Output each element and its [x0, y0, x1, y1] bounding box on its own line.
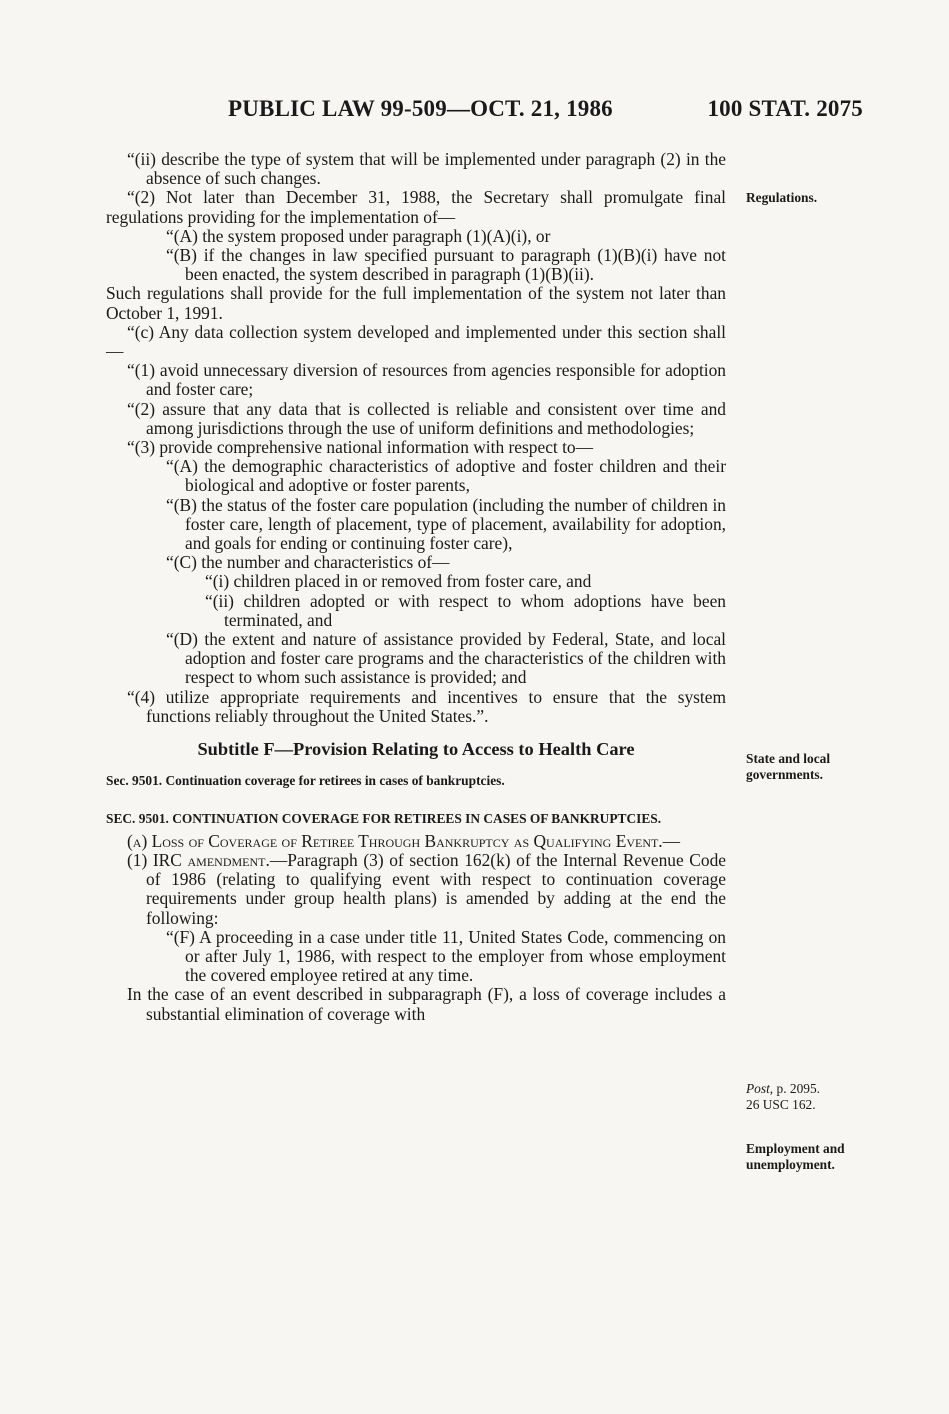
- closing-sentence: In the case of an event described in subparagraph (F), a loss of coverage includes a substantial elimination of coverage with: [127, 984, 726, 1024]
- paragraph-c3-C-i: “(i) children placed in or removed from foster care, and: [205, 571, 592, 592]
- subsection-a-heading: (a) Loss of Coverage of Retiree Through Bankruptcy as Qualifying Event.—: [127, 830, 681, 851]
- margin-note-state-local: State and local governments.: [746, 751, 831, 782]
- running-header-stat-page: 100 STAT. 2075: [707, 96, 863, 121]
- paragraph-a1-lead: (1) IRC amendment.: [127, 849, 270, 870]
- running-header-title: PUBLIC LAW 99-509—OCT. 21, 1986: [228, 96, 613, 121]
- section-heading: SEC. 9501. CONTINUATION COVERAGE FOR RETIREES IN CASES OF BANKRUPTCIES.: [106, 810, 662, 826]
- subtitle-heading: Subtitle F—Provision Relating to Access to Health Care: [197, 739, 635, 760]
- margin-note-post-reference: [746, 1081, 906, 1112]
- paragraph-c4: “(4) utilize appropriate requirements and incentives to ensure that the system functions reliably throughout the United States.”.: [127, 686, 726, 726]
- paragraph-a1-text: —Paragraph (3) of section 162(k) of the Internal Revenue Code of 1986 (relating to qualifying event with respect to continuation coverage requirements under group health plans) is amended by adding at the end the following:: [146, 849, 726, 928]
- clause-ii: “(ii) describe the type of system that will be implemented under paragraph (2) in the absence of such changes.: [127, 149, 726, 189]
- paragraph-c3-C-ii: “(ii) children adopted or with respect to whom adoptions have been terminated, and: [205, 590, 726, 630]
- margin-note-post-page: p. 2095.: [773, 1081, 821, 1096]
- subsection-c: “(c) Any data collection system developed and implemented under this section shall—: [106, 321, 726, 362]
- paragraph-c3-D: “(D) the extent and nature of assistance provided by Federal, State, and local adoption and foster care programs and the characteristics of the children with respect to whom such assistance is provided; and: [166, 629, 726, 688]
- paragraph-c2: “(2) assure that any data that is collected is reliable and consistent over time and among jurisdictions through the use of uniform definitions and methodologies;: [127, 398, 726, 438]
- body-text: [106, 150, 726, 1024]
- subparagraph-F: “(F) A proceeding in a case under title 11, United States Code, commencing on or after July 1, 1986, with respect to the employer from whose employment the covered employee retired at any time.: [166, 926, 726, 986]
- paragraph-a1: [106, 851, 726, 928]
- toc-entry: Sec. 9501. Continuation coverage for retirees in cases of bankruptcies.: [106, 773, 505, 789]
- paragraph-c3-B: “(B) the status of the foster care population (including the number of children in foster care, length of placement, type of placement, availability for adoption, and goals for ending or continuing foster care),: [166, 494, 726, 554]
- paragraph-c3: “(3) provide comprehensive national information with respect to—: [127, 437, 594, 458]
- paragraph-c3-C: “(C) the number and characteristics of—: [166, 552, 450, 573]
- subparagraph-A: “(A) the system proposed under paragraph (1)(A)(i), or: [166, 225, 551, 246]
- paragraph-2: “(2) Not later than December 31, 1988, the Secretary shall promulgate final regulations providing for the implementation of—: [106, 187, 726, 227]
- margin-note-post: Post,: [746, 1081, 774, 1096]
- subparagraph-B: “(B) if the changes in law specified pursuant to paragraph (1)(B)(i) have not been enacted, the system described in paragraph (1)(B)(ii).: [166, 245, 726, 285]
- paragraph-c1: “(1) avoid unnecessary diversion of resources from agencies responsible for adoption and foster care;: [127, 360, 726, 400]
- margin-note-usc: 26 USC 162.: [746, 1096, 816, 1112]
- regulations-sentence: Such regulations shall provide for the full implementation of the system not later than October 1, 1991.: [106, 283, 726, 323]
- paragraph-c3-A: “(A) the demographic characteristics of adoptive and foster children and their biological and adoptive or foster parents,: [166, 456, 726, 496]
- margin-note-employment: Employment and unemployment.: [746, 1141, 845, 1172]
- margin-note-regulations: Regulations.: [746, 190, 818, 205]
